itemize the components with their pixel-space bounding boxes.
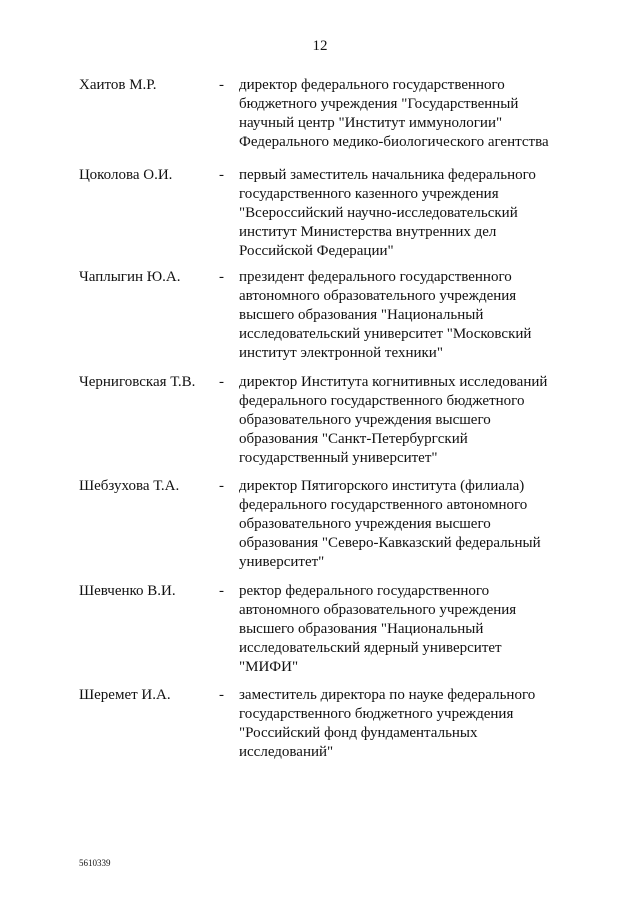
page-number: 12 — [312, 38, 328, 54]
description-line: институт Министерства внутренних дел — [239, 224, 497, 240]
description-line: образования "Северо-Кавказский федеральный — [239, 535, 541, 551]
description-line: директор Пятигорского института (филиала) — [239, 478, 525, 494]
position-description — [239, 582, 569, 677]
person-name: Шевченко В.И. — [79, 583, 176, 599]
description-line: автономного образовательного учреждения — [239, 602, 517, 618]
person-name: Чаплыгин Ю.А. — [79, 269, 181, 285]
person-name: Шеремет И.А. — [79, 687, 171, 703]
separator-dash: - — [219, 77, 224, 93]
description-line: институт электронной техники" — [239, 345, 443, 361]
person-name: Шебзухова Т.А. — [79, 478, 180, 494]
person-name: Цоколова О.И. — [79, 167, 173, 183]
description-line: первый заместитель начальника федерального — [239, 167, 536, 183]
description-line: государственный университет" — [239, 450, 438, 466]
description-line: высшего образования "Национальный — [239, 621, 484, 637]
position-description — [239, 477, 569, 572]
document-code: 5610339 — [79, 858, 111, 868]
description-line: "МИФИ" — [239, 659, 299, 675]
person-name: Черниговская Т.В. — [79, 374, 196, 390]
description-line: исследовательский ядерный университет — [239, 640, 502, 656]
description-line: бюджетного учреждения "Государственный — [239, 96, 519, 112]
position-description — [239, 166, 569, 261]
position-description — [239, 76, 569, 152]
description-line: ректор федерального государственного — [239, 583, 490, 599]
position-description — [239, 268, 569, 363]
person-name: Хаитов М.Р. — [79, 77, 157, 93]
description-line: Российской Федерации" — [239, 243, 394, 259]
description-line: президент федерального государственного — [239, 269, 512, 285]
description-line: образовательного учреждения высшего — [239, 516, 491, 532]
description-line: Федерального медико-биологического агентства — [239, 134, 549, 150]
description-line: "Российский фонд фундаментальных — [239, 725, 478, 741]
description-line: университет" — [239, 554, 325, 570]
description-line: высшего образования "Национальный — [239, 307, 484, 323]
description-line: исследовательский университет "Московский — [239, 326, 532, 342]
separator-dash: - — [219, 687, 224, 703]
description-line: образовательного учреждения высшего — [239, 412, 491, 428]
separator-dash: - — [219, 269, 224, 285]
separator-dash: - — [219, 374, 224, 390]
description-line: образования "Санкт-Петербургский — [239, 431, 468, 447]
description-line: федерального государственного автономного — [239, 497, 528, 513]
description-line: заместитель директора по науке федерального — [239, 687, 536, 703]
description-line: государственного бюджетного учреждения — [239, 706, 514, 722]
position-description — [239, 686, 569, 762]
separator-dash: - — [219, 583, 224, 599]
description-line: исследований" — [239, 744, 334, 760]
position-description — [239, 373, 569, 468]
description-line: научный центр "Институт иммунологии" — [239, 115, 503, 131]
description-line: "Всероссийский научно-исследовательский — [239, 205, 518, 221]
description-line: автономного образовательного учреждения — [239, 288, 517, 304]
separator-dash: - — [219, 478, 224, 494]
separator-dash: - — [219, 167, 224, 183]
description-line: федерального государственного бюджетного — [239, 393, 525, 409]
description-line: директор федерального государственного — [239, 77, 505, 93]
description-line: директор Института когнитивных исследований — [239, 374, 548, 390]
description-line: государственного казенного учреждения — [239, 186, 499, 202]
